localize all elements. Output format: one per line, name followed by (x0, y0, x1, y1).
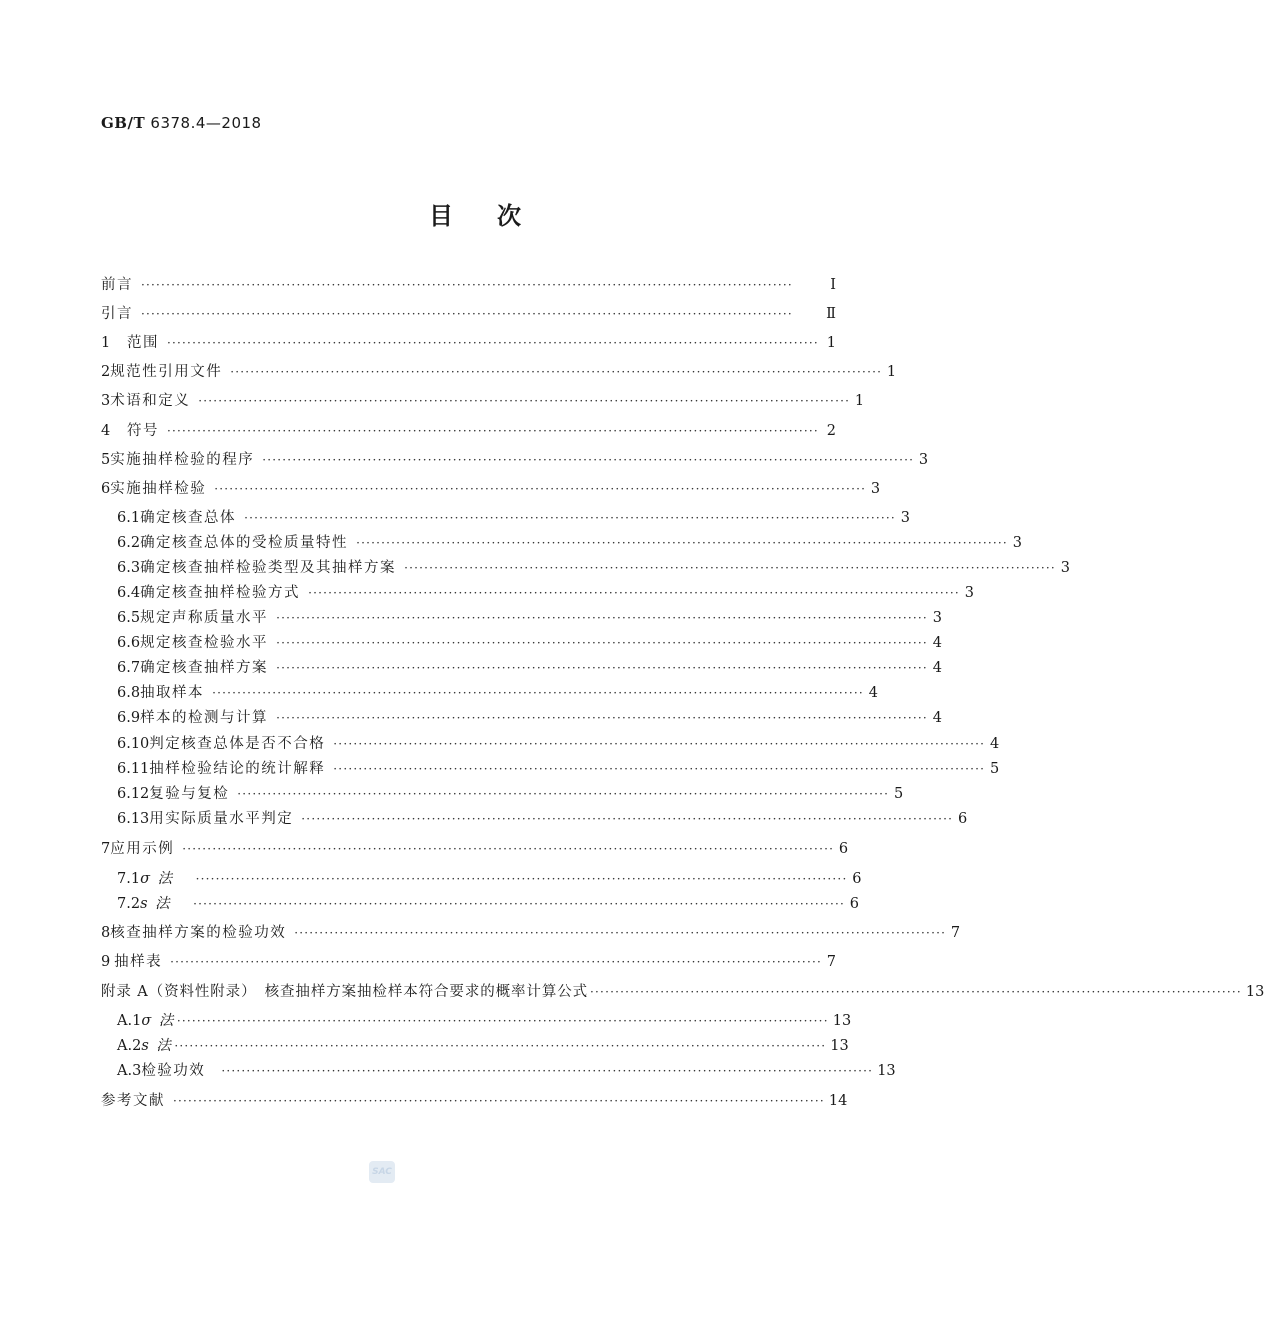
toc-leader-dots: ·································································································································· (214, 482, 867, 496)
toc-leader-dots: ·································································································································· (276, 611, 928, 625)
toc-leader-dots: ·································································································································· (182, 842, 835, 856)
toc-leader-dots: ·································································································································· (404, 561, 1056, 575)
toc-entry-page: 3 (964, 585, 974, 601)
toc-entry-page: 13 (830, 1038, 849, 1054)
toc-leader-dots: ·································································································································· (333, 737, 986, 751)
toc-entry[interactable] (101, 274, 836, 296)
toc-entry-text: 前言 (101, 277, 133, 293)
toc-entry[interactable] (117, 758, 1000, 780)
toc-entry[interactable] (117, 507, 910, 529)
toc-entry-page: 1 (826, 335, 836, 351)
toc-entry-text: 范围 (127, 335, 159, 351)
toc-entry-page: 13 (832, 1013, 852, 1029)
toc-entry-number: 4 (101, 423, 111, 439)
toc-leader-dots: ·································································································································· (237, 787, 890, 801)
toc-entry[interactable] (117, 893, 860, 915)
toc-entry-text: 术语和定义 (110, 393, 191, 409)
toc-entry-number: 6.4 (117, 585, 141, 601)
standard-prefix: GB/T (101, 114, 146, 132)
toc-entry[interactable] (101, 951, 836, 973)
standard-code (101, 114, 262, 132)
toc-leader-dots: ·································································································································· (276, 636, 928, 650)
toc-entry-text: 确定核查抽样检验方式 (140, 585, 301, 601)
toc-leader-dots: ·································································································································· (333, 762, 986, 776)
toc-entry[interactable] (117, 607, 942, 629)
toc-entry-page: 1 (886, 364, 897, 380)
toc-entry[interactable] (117, 1010, 852, 1032)
toc-entry-page: 1 (854, 393, 865, 409)
toc-leader-dots: ·································································································································· (294, 926, 947, 940)
toc-entry-text: 抽样表 (114, 954, 163, 970)
toc-entry-page: 3 (870, 481, 881, 497)
toc-entry-number: 6.8 (117, 685, 141, 701)
toc-entry[interactable] (101, 332, 836, 354)
toc-entry-text: 确定核查总体 (140, 510, 237, 526)
toc-entry-number: 7 (101, 841, 111, 857)
toc-entry-text: 核查抽样方案的检验功效 (110, 925, 287, 941)
toc-entry[interactable] (117, 1035, 849, 1057)
toc-entry-number: 6.2 (117, 535, 141, 551)
toc-entry-number: A.3 (117, 1063, 142, 1079)
toc-entry[interactable] (117, 532, 1022, 554)
toc-entry-number: 6.5 (117, 610, 141, 626)
toc-entry-number: 6.1 (117, 510, 141, 526)
sac-watermark-logo: SAC (369, 1161, 395, 1183)
toc-leader-dots: ·································································································································· (141, 307, 793, 321)
toc-entry-page: 2 (826, 423, 836, 439)
toc-entry-text: 确定核查总体的受检质量特性 (140, 535, 349, 551)
toc-entry-text: 实施抽样检验 (110, 481, 207, 497)
toc-entry-text: 抽样检验结论的统计解释 (149, 761, 326, 777)
toc-entry-text: 参考文献 (101, 1093, 165, 1109)
toc-entry-page: 5 (989, 761, 1000, 777)
toc-entry-number: 6.3 (117, 560, 141, 576)
toc-entry-page: 13 (877, 1063, 896, 1079)
toc-entry-page: Ⅱ (826, 306, 836, 322)
toc-entry-text: 引言 (101, 306, 133, 322)
toc-leader-dots: ·································································································································· (198, 394, 851, 408)
toc-entry-page: 3 (900, 510, 910, 526)
toc-entry[interactable] (101, 922, 961, 944)
toc-entry-page: 13 (1245, 984, 1264, 1000)
toc-leader-dots: ·································································································································· (174, 1039, 827, 1053)
toc-entry-text: 符号 (127, 423, 159, 439)
toc-entry-page: 4 (989, 736, 1000, 752)
toc-entry-page: 4 (868, 685, 878, 701)
toc-entry-text: 样本的检测与计算 (140, 710, 269, 726)
toc-entry-page: 4 (932, 710, 942, 726)
toc-entry[interactable] (101, 449, 929, 471)
toc-entry-text: s 法 (141, 1038, 173, 1054)
toc-entry-text: 抽取样本 (140, 685, 205, 701)
toc-entry[interactable] (117, 1060, 896, 1082)
toc-entry[interactable] (117, 868, 862, 890)
toc-entry[interactable] (117, 733, 1000, 755)
toc-entry-text: 复验与复检 (149, 786, 230, 802)
toc-leader-dots: ·································································································································· (308, 586, 960, 600)
toc-entry-page: 14 (828, 1093, 848, 1109)
standard-number: 6378.4—2018 (150, 114, 262, 132)
toc-leader-dots: ·································································································································· (276, 711, 928, 725)
toc-entry[interactable] (117, 707, 942, 729)
toc-entry-text: σ 法 (141, 1013, 175, 1029)
toc-entry-text: 应用示例 (110, 841, 175, 857)
toc-entry[interactable] (117, 557, 1070, 579)
toc-entry-number: 6 (101, 481, 111, 497)
toc-leader-dots: ·································································································································· (141, 278, 793, 292)
toc-entry-number: 6.9 (117, 710, 141, 726)
toc-entry-number: 8 (101, 925, 111, 941)
toc-entry-number: 2 (101, 364, 111, 380)
toc-leader-dots: ·································································································································· (173, 1094, 825, 1108)
toc-entry-page: 4 (932, 635, 942, 651)
toc-leader-dots: ·································································································································· (195, 872, 848, 886)
toc-entry-page: Ⅰ (830, 277, 836, 293)
toc-entry[interactable] (117, 657, 942, 679)
toc-leader-dots: ·································································································································· (221, 1064, 874, 1078)
toc-entry[interactable] (117, 808, 968, 830)
toc-entry-number: 7.1 (117, 871, 141, 887)
toc-leader-dots: ·································································································································· (276, 661, 928, 675)
toc-entry-text: 用实际质量水平判定 (149, 811, 294, 827)
toc-entry-page: 3 (918, 452, 929, 468)
toc-entry-text: 规定核查检验水平 (140, 635, 269, 651)
page-title: 目次 (429, 202, 565, 230)
toc-entry[interactable] (117, 682, 878, 704)
toc-entry-text: 确定核查抽样检验类型及其抽样方案 (140, 560, 397, 576)
toc-entry-text: 附录 A（资料性附录） 核查抽样方案抽检样本符合要求的概率计算公式 (101, 984, 589, 1000)
toc-entry-number: 9 (101, 954, 111, 970)
toc-leader-dots: ·································································································································· (230, 365, 883, 379)
toc-entry[interactable] (117, 582, 974, 604)
toc-entry-number: 6.11 (117, 761, 150, 777)
toc-entry[interactable] (101, 420, 836, 442)
toc-entry-number: 6.13 (117, 811, 150, 827)
toc-entry[interactable] (101, 303, 836, 325)
toc-entry-page: 6 (957, 811, 968, 827)
toc-entry[interactable] (117, 632, 942, 654)
toc-leader-dots: ·································································································································· (167, 424, 819, 438)
toc-entry-page: 4 (932, 660, 942, 676)
toc-entry-number: 1 (101, 335, 111, 351)
toc-leader-dots: ·································································································································· (170, 955, 822, 969)
toc-leader-dots: ·································································································································· (301, 812, 954, 826)
toc-entry-number: 3 (101, 393, 111, 409)
toc-entry-page: 5 (893, 786, 904, 802)
toc-entry-text: 实施抽样检验的程序 (110, 452, 255, 468)
toc-entry-text: 判定核查总体是否不合格 (149, 736, 326, 752)
toc-entry-page: 6 (852, 871, 862, 887)
toc-entry-number: A.1 (117, 1013, 142, 1029)
toc-entry-page: 7 (950, 925, 961, 941)
toc-entry[interactable] (101, 478, 881, 500)
toc-entry-text: 规定声称质量水平 (140, 610, 269, 626)
toc-entry-page: 6 (838, 841, 849, 857)
toc-entry-page: 3 (1060, 560, 1070, 576)
toc-entry-text: 规范性引用文件 (110, 364, 223, 380)
toc-entry[interactable] (101, 361, 897, 383)
toc-entry-number: 5 (101, 452, 111, 468)
toc-entry-text: 确定核查抽样方案 (140, 660, 269, 676)
toc-entry-number: 7.2 (117, 896, 141, 912)
toc-leader-dots: ·································································································································· (244, 511, 896, 525)
toc-leader-dots: ·································································································································· (193, 897, 846, 911)
toc-entry[interactable] (117, 783, 904, 805)
toc-entry-page: 3 (932, 610, 942, 626)
toc-leader-dots: ·································································································································· (356, 536, 1008, 550)
toc-entry-text: 检验功效 (141, 1063, 206, 1079)
toc-leader-dots: ·································································································································· (176, 1014, 829, 1028)
toc-entry-number: 6.12 (117, 786, 150, 802)
toc-entry-appendix[interactable] (101, 981, 1264, 1003)
toc-entry[interactable] (101, 838, 849, 860)
toc-leader-dots: ·································································································································· (212, 686, 864, 700)
toc-entry[interactable] (101, 1090, 848, 1112)
toc-entry-page: 3 (1012, 535, 1022, 551)
toc-entry-number: 6.7 (117, 660, 141, 676)
toc-entry-page: 7 (826, 954, 836, 970)
toc-entry-number: 6.10 (117, 736, 150, 752)
toc-entry-text: s 法 (140, 896, 172, 912)
toc-entry[interactable] (101, 390, 865, 412)
toc-entry-number: 6.6 (117, 635, 141, 651)
toc-entry-number: A.2 (117, 1038, 142, 1054)
toc-entry-page: 6 (849, 896, 860, 912)
toc-leader-dots: ·································································································································· (167, 336, 819, 350)
toc-leader-dots: ·································································································································· (590, 985, 1242, 999)
toc-leader-dots: ·································································································································· (262, 453, 915, 467)
toc-entry-text: σ 法 (140, 871, 174, 887)
